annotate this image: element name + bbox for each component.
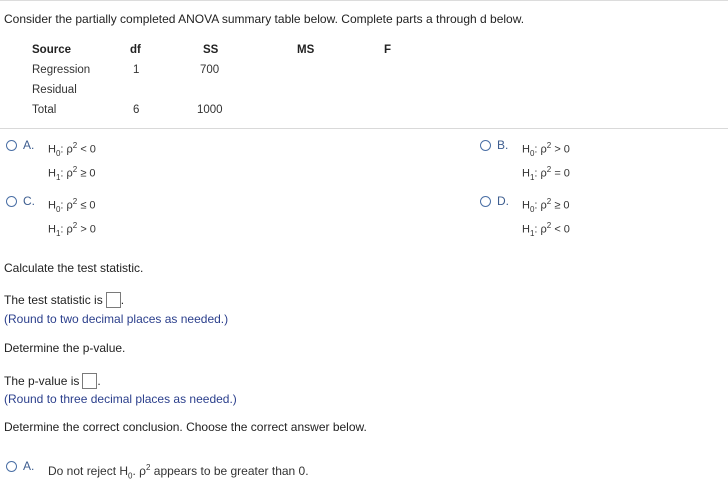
row-df-total: 6 bbox=[133, 104, 140, 116]
row-ss-regression: 700 bbox=[200, 64, 220, 76]
pval-note: (Round to three decimal places as needed.) bbox=[4, 392, 237, 406]
option-d-letter: D. bbox=[497, 194, 509, 208]
option-a-letter: A. bbox=[23, 138, 35, 152]
conclusion-option-a-radio[interactable] bbox=[6, 461, 17, 472]
header-source: Source bbox=[32, 44, 71, 56]
header-df: df bbox=[130, 44, 141, 56]
stat-label: The test statistic is bbox=[4, 293, 103, 307]
pval-label: The p-value is bbox=[4, 374, 80, 388]
option-b-letter: B. bbox=[497, 138, 509, 152]
option-b-h1: $H_1$: $\rho^2 = 0$ bbox=[522, 165, 570, 182]
conclusion-option-a-text: Do not reject $H_0$. $\rho^2$ appears to be greater than 0. bbox=[48, 463, 309, 481]
pval-period: . bbox=[97, 374, 101, 388]
header-ss: SS bbox=[203, 44, 219, 56]
stat-line bbox=[4, 292, 124, 308]
option-c-h1: $H_1$: $\rho^2 > 0$ bbox=[48, 221, 96, 238]
header-ms: MS bbox=[297, 44, 315, 56]
pval-prompt: Determine the p-value. bbox=[4, 341, 126, 355]
stat-note: (Round to two decimal places as needed.) bbox=[4, 312, 229, 326]
option-a-radio[interactable] bbox=[6, 140, 17, 151]
option-d-h1: $H_1$: $\rho^2 < 0$ bbox=[522, 221, 570, 238]
conclusion-prompt: Determine the correct conclusion. Choose the correct answer below. bbox=[4, 420, 367, 434]
stat-period: . bbox=[120, 293, 125, 307]
row-ss-total: 1000 bbox=[197, 104, 223, 116]
option-d-h0: $H_0$: $\rho^2 \ge 0$ bbox=[522, 197, 570, 214]
conclusion-option-a-letter: A. bbox=[23, 459, 35, 473]
pval-line bbox=[4, 373, 101, 389]
option-c-letter: C. bbox=[23, 194, 35, 208]
header-f: F bbox=[384, 44, 392, 56]
option-c-radio[interactable] bbox=[6, 196, 17, 207]
pval-answer-input[interactable] bbox=[82, 373, 97, 389]
section-divider bbox=[0, 128, 728, 129]
option-b-h0: $H_0$: $\rho^2 > 0$ bbox=[522, 141, 570, 158]
row-source-total: Total bbox=[32, 104, 57, 116]
option-b-radio[interactable] bbox=[480, 140, 491, 151]
calc-prompt: Calculate the test statistic. bbox=[4, 261, 144, 275]
intro-text: Consider the partially completed ANOVA summary table below. Complete parts a through d below. bbox=[4, 12, 525, 26]
row-source-regression: Regression bbox=[32, 64, 91, 76]
option-c-h0: $H_0$: $\rho^2 \le 0$ bbox=[48, 197, 96, 214]
row-df-regression: 1 bbox=[133, 64, 140, 76]
option-d-radio[interactable] bbox=[480, 196, 491, 207]
option-a-h1: $H_1$: $\rho^2 \ge 0$ bbox=[48, 165, 96, 182]
row-source-residual: Residual bbox=[32, 84, 77, 96]
stat-answer-input[interactable] bbox=[106, 292, 121, 308]
top-border bbox=[0, 0, 728, 1]
option-a-h0: $H_0$: $\rho^2 < 0$ bbox=[48, 141, 96, 158]
